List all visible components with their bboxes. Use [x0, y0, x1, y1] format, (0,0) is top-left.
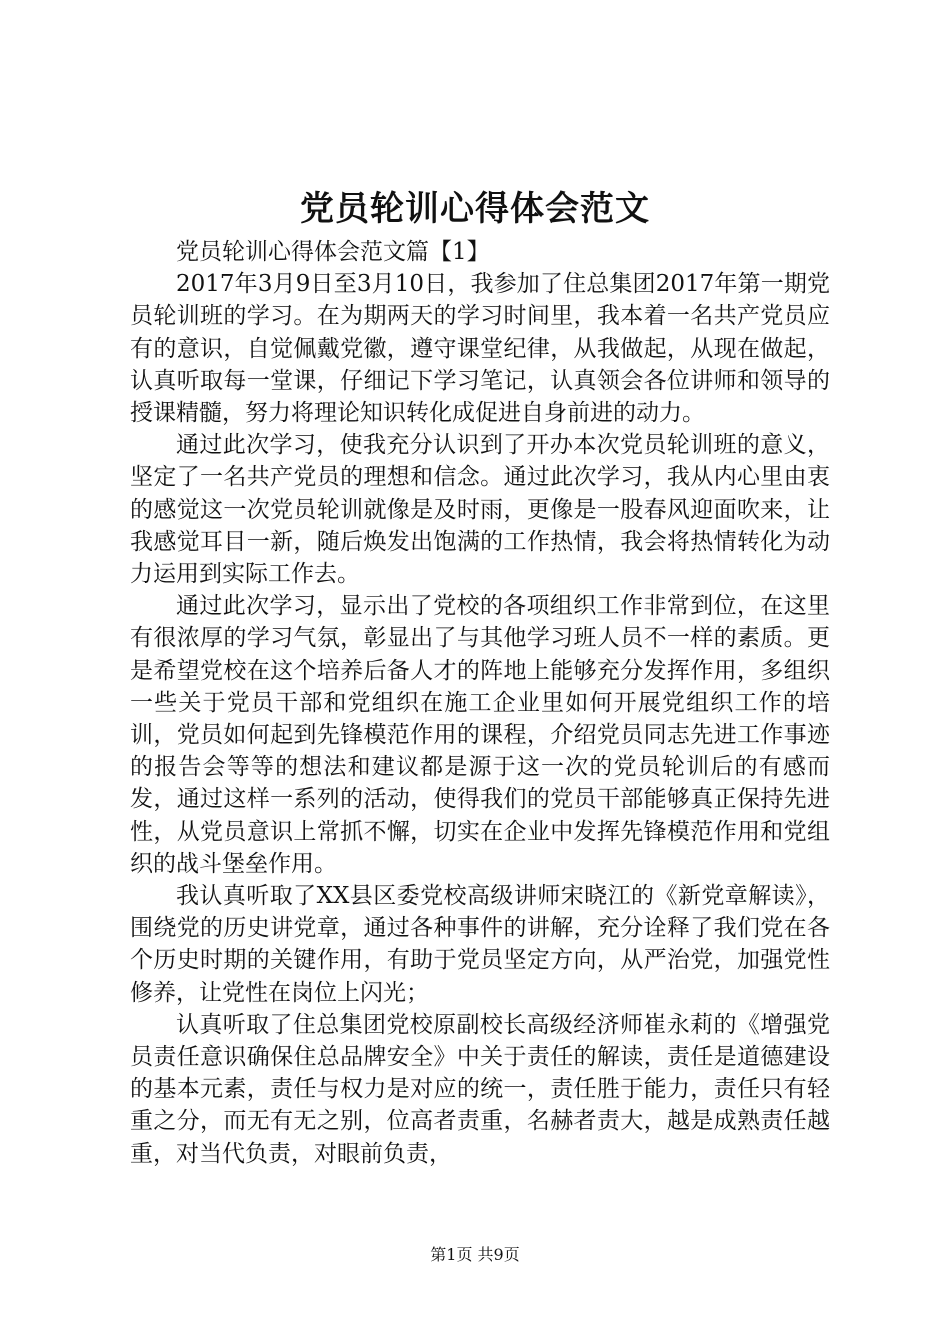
section-heading: 党员轮训心得体会范文篇【1】	[176, 239, 490, 265]
paragraph: 通过此次学习，显示出了党校的各项组织工作非常到位，在这里有很浓厚的学习气氛，彰显出了与其他学习班人员不一样的素质。更是希望党校在这个培养后备人才的阵地上能够充分发挥作用，多组织一些关于党员干部和党组织在施工企业里如何开展党组织工作的培训，党员如何起到先锋模范作用的课程，介绍党员同志先进工作事迹的报告会等等的想法和建议都是源于这一次的党员轮训后的有感而发，通过这样一系列的活动，使得我们的党员干部能够真正保持先进性，从党员意识上常抓不懈，切实在企业中发挥先锋模范作用和党组织的战斗堡垒作用。	[130, 593, 830, 877]
paragraph: 我认真听取了XX县区委党校高级讲师宋晓江的《新党章解读》，围绕党的历史讲党章，通过各种事件的讲解，充分诠释了我们党在各个历史时期的关键作用，有助于党员坚定方向，从严治党，加强党性修养，让党性在岗位上闪光；	[130, 883, 830, 1006]
paragraph: 通过此次学习，使我充分认识到了开办本次党员轮训班的意义，坚定了一名共产党员的理想和信念。通过此次学习，我从内心里由衷的感觉这一次党员轮训就像是及时雨，更像是一股春风迎面吹来，让我感觉耳目一新，随后焕发出饱满的工作热情，我会将热情转化为动力运用到实际工作去。	[130, 432, 830, 588]
paragraph: 认真听取了住总集团党校原副校长高级经济师崔永莉的《增强党员责任意识确保住总品牌安全》中关于责任的解读，责任是道德建设的基本元素，责任与权力是对应的统一，责任胜于能力，责任只有轻重之分，而无有无之别，位高者责重，名赫者责大，越是成熟责任越重，对当代负责，对眼前负责，	[130, 1011, 830, 1167]
document-body	[130, 236, 830, 1170]
document-title: 党员轮训心得体会范文	[300, 189, 650, 229]
page-number-footer: 第1页 共9页	[430, 1245, 520, 1264]
paragraph: 2017年3月9日至3月10日，我参加了住总集团2017年第一期党员轮训班的学习。在为期两天的学习时间里，我本着一名共产党员应有的意识，自觉佩戴党徽，遵守课堂纪律，从我做起，从现在做起，认真听取每一堂课，仔细记下学习笔记，认真领会各位讲师和领导的授课精髓，努力将理论知识转化成促进自身前进的动力。	[130, 271, 830, 427]
